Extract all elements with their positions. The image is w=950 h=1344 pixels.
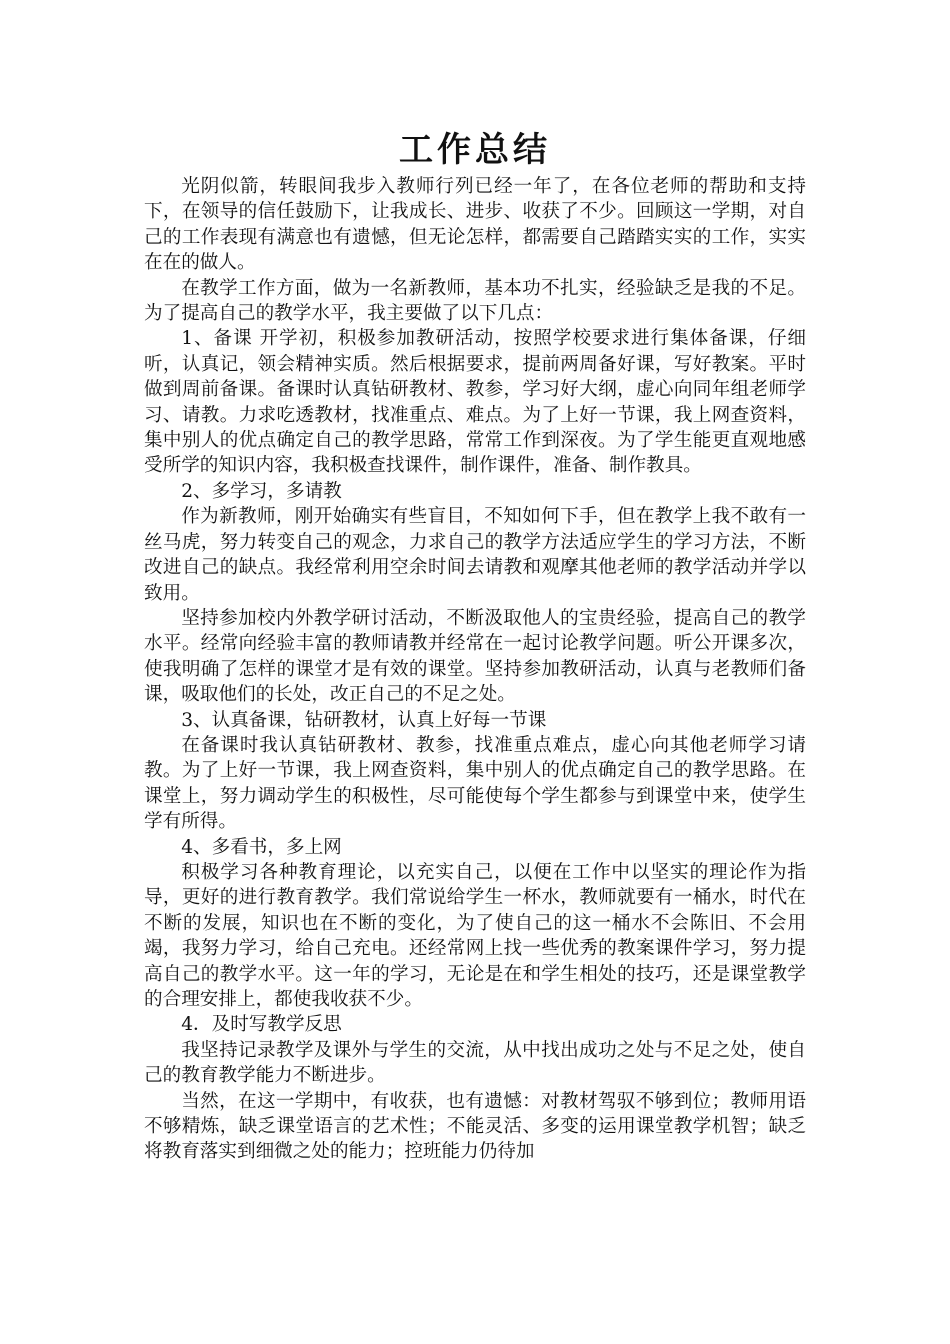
paragraph-reflection: 我坚持记录教学及课外与学生的交流，从中找出成功之处与不足之处，使自己的教育教学能力不断进步。 [144, 1039, 806, 1087]
heading-careful-prep: 3、认真备课，钻研教材，认真上好每一节课 [181, 709, 547, 731]
document-body [144, 174, 806, 1165]
paragraph-research-activities: 坚持参加校内外教学研讨活动，不断汲取他人的宝贵经验，提高自己的教学水平。经常向经验丰富的教师请教并经常在一起讨论教学问题。听公开课多次，使我明确了怎样的课堂才是有效的课堂。坚持参加教研活动，认真与老教师们备课，吸取他们的长处，改正自己的不足之处。 [144, 607, 806, 706]
paragraph-shortcomings: 当然，在这一学期中，有收获，也有遗憾：对教材驾驭不够到位；教师用语不够精炼，缺乏课堂语言的艺术性；不能灵活、多变的运用课堂教学机智；缺乏将教育落实到细微之处的能力；控班能力仍待加 [144, 1090, 806, 1163]
heading-reflection: 4．及时写教学反思 [181, 1014, 342, 1036]
heading-study-more: 2、多学习，多请教 [181, 480, 342, 502]
paragraph-lesson-prep: 1、备课 开学初，积极参加教研活动，按照学校要求进行集体备课，仔细听，认真记，领会精神实质。然后根据要求，提前两周备好课，写好教案。平时做到周前备课。备课时认真钻研教材、教参，学习好大纲，虚心向同年组老师学习、请教。力求吃透教材，找准重点、难点。为了上好一节课，我上网查资料，集中别人的优点确定自己的教学思路，常常工作到深夜。为了学生能更直观地感受所学的知识内容，我积极查找课件，制作课件，准备、制作教具。 [144, 328, 806, 477]
heading-read-more: 4、多看书，多上网 [181, 836, 342, 858]
paragraph-careful-prep: 在备课时我认真钻研教材、教参，找准重点难点，虚心向其他老师学习请教。为了上好一节课，我上网查资料，集中别人的优点确定自己的教学思路。在课堂上，努力调动学生的积极性，尽可能使每个学生都参与到课堂中来，使学生学有所得。 [144, 734, 806, 833]
paragraph-new-teacher: 作为新教师，刚开始确实有些盲目，不知如何下手，但在教学上我不敢有一丝马虎，努力转变自己的观念，力求自己的教学方法适应学生的学习方法，不断改进自己的缺点。我经常利用空余时间去请教和观摩其他老师的教学活动并学以致用。 [144, 506, 806, 604]
paragraph-read-more: 积极学习各种教育理论，以充实自己，以便在工作中以坚实的理论作为指导，更好的进行教育教学。我们常说给学生一杯水，教师就要有一桶水，时代在不断的发展，知识也在不断的变化，为了使自己的这一桶水不会陈旧、不会用竭，我努力学习，给自己充电。还经常网上找一些优秀的教案课件学习，努力提高自己的教学水平。这一年的学习，无论是在和学生相处的技巧，还是课堂教学的合理安排上，都使我收获不少。 [144, 861, 806, 1010]
paragraph-intro: 光阴似箭，转眼间我步入教师行列已经一年了，在各位老师的帮助和支持下，在领导的信任鼓励下，让我成长、进步、收获了不少。回顾这一学期，对自己的工作表现有满意也有遗憾，但无论怎样，都需要自己踏踏实实的工作，实实在在的做人。 [144, 176, 806, 274]
paragraph-teaching-overview: 在教学工作方面，做为一名新教师，基本功不扎实，经验缺乏是我的不足。为了提高自己的教学水平，我主要做了以下几点： [144, 277, 806, 325]
document-title: 工作总结 [399, 130, 551, 170]
